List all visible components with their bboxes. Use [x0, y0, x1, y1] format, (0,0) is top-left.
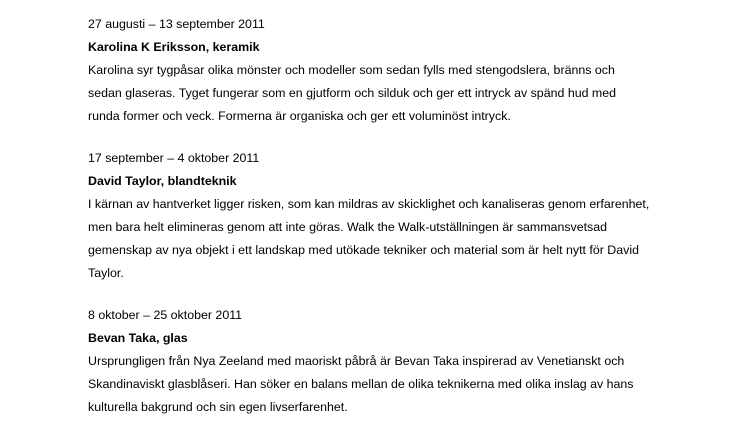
description-line: Karolina syr tygpåsar olika mönster och modeller som sedan fylls med stengodslera, bränns och — [88, 63, 615, 77]
description-line: I kärnan av hantverket ligger risken, som kan mildras av skicklighet och kanaliseras genom erfarenhet, — [88, 197, 650, 211]
exhibition-date: 17 september – 4 oktober 2011 — [88, 151, 260, 165]
description-line: gemenskap av nya objekt i ett landskap med utökade tekniker och material som är helt nytt för David — [88, 243, 639, 257]
description-line: Ursprungligen från Nya Zeeland med maoriskt påbrå är Bevan Taka inspirerad av Venetianskt och — [88, 354, 625, 368]
exhibition-entry — [88, 147, 738, 285]
exhibition-description — [88, 193, 738, 285]
exhibition-description — [88, 350, 738, 419]
description-line: men bara helt elimineras genom att inte göras. Walk the Walk-utställningen är sammansvetsad — [88, 220, 608, 234]
exhibition-title: David Taylor, blandteknik — [88, 174, 237, 188]
exhibition-description — [88, 59, 738, 128]
exhibition-list — [88, 13, 738, 438]
exhibition-title: Karolina K Eriksson, keramik — [88, 40, 260, 54]
exhibition-date: 27 augusti – 13 september 2011 — [88, 17, 265, 31]
exhibition-date: 8 oktober – 25 oktober 2011 — [88, 308, 243, 322]
description-line: Taylor. — [88, 266, 124, 280]
description-line: Skandinaviskt glasblåseri. Han söker en balans mellan de olika teknikerna med olika inslag av hans — [88, 377, 634, 391]
description-line: sedan glaseras. Tyget fungerar som en gjutform och silduk och ger ett intryck av spänd hud med — [88, 86, 617, 100]
description-line: kulturella bakgrund och sin egen livserfarenhet. — [88, 400, 348, 414]
exhibition-entry — [88, 304, 738, 419]
description-line: runda former och veck. Formerna är organiska och ger ett voluminöst intryck. — [88, 109, 511, 123]
exhibition-entry — [88, 13, 738, 128]
exhibition-title: Bevan Taka, glas — [88, 331, 188, 345]
